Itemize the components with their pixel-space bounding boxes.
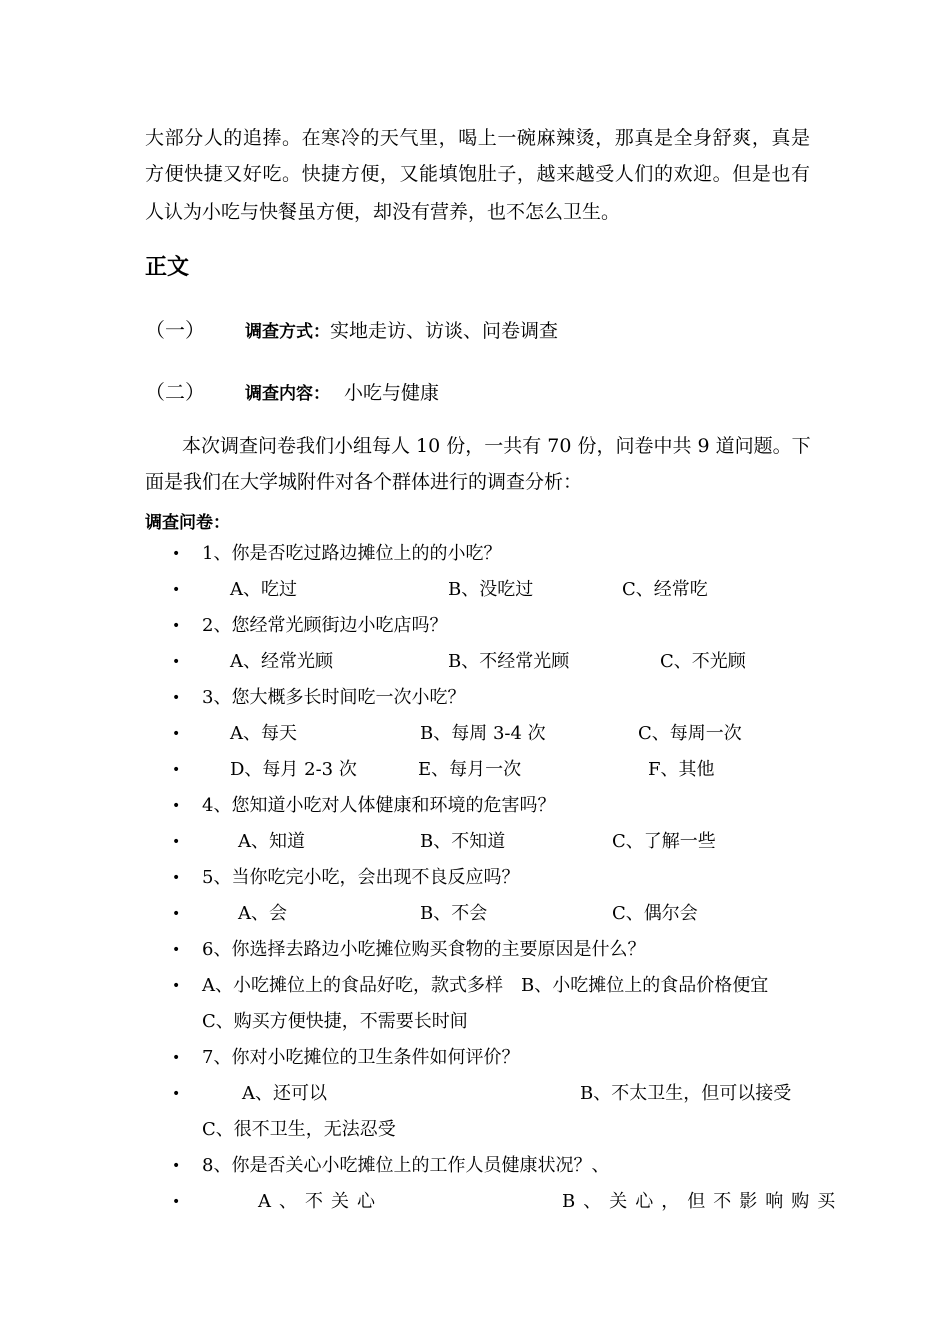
question-text: 5、当你吃完小吃，会出现不良反应吗？ — [202, 867, 520, 888]
intro-line-3: 人认为小吃与快餐虽方便，却没有营养，也不怎么卫生。 — [145, 201, 621, 223]
option-b: B、每周 3-4 次 — [420, 723, 546, 744]
question-text: 4、您知道小吃对人体健康和环境的危害吗？ — [202, 795, 556, 816]
option-a: A、会 — [238, 903, 287, 924]
body-line-2: 面是我们在大学城附件对各个群体进行的调查分析： — [145, 471, 583, 493]
option-c: C、很不卫生，无法忍受 — [202, 1119, 396, 1140]
option-ab: A、小吃摊位上的食品好吃，款式多样 B、小吃摊位上的食品价格便宜 — [202, 975, 769, 996]
bullet-icon: • — [172, 834, 181, 850]
bullet-icon: • — [172, 726, 181, 742]
option-c: C、经常吃 — [622, 579, 708, 600]
body-line-1: 本次调查问卷我们小组每人 10 份，一共有 70 份，问卷中共 9 道问题。下 — [182, 435, 811, 457]
option-b: B、不经常光顾 — [448, 651, 570, 672]
bullet-icon: • — [172, 942, 181, 958]
option-b: B、不会 — [420, 903, 488, 924]
question-text: 8、你是否关心小吃摊位上的工作人员健康状况？、 — [202, 1155, 610, 1176]
subsection-label: 调查方式： — [245, 322, 330, 342]
option-b: B、关心，但不影响购买 — [562, 1191, 844, 1212]
subsection-content — [145, 376, 439, 405]
bullet-icon: • — [172, 618, 181, 634]
option-a: A、每天 — [230, 723, 297, 744]
option-d: D、每月 2-3 次 — [230, 759, 357, 780]
question-text: 1、你是否吃过路边摊位上的的小吃？ — [202, 543, 502, 564]
bullet-icon: • — [172, 1194, 181, 1210]
option-b: B、不知道 — [420, 831, 506, 852]
subsection-method — [145, 314, 558, 343]
bullet-icon: • — [172, 798, 181, 814]
bullet-icon: • — [172, 906, 181, 922]
bullet-icon: • — [172, 1050, 181, 1066]
bullet-icon: • — [172, 870, 181, 886]
option-a: A、吃过 — [230, 579, 297, 600]
subsection-text: 小吃与健康 — [344, 382, 440, 404]
intro-line-1: 大部分人的追捧。在寒冷的天气里，喝上一碗麻辣烫，那真是全身舒爽，真是 — [145, 127, 810, 149]
option-c: C、偶尔会 — [612, 903, 698, 924]
option-a: A、知道 — [238, 831, 305, 852]
question-text: 2、您经常光顾街边小吃店吗？ — [202, 615, 448, 636]
option-c: C、不光顾 — [660, 651, 746, 672]
option-b: B、没吃过 — [448, 579, 534, 600]
question-text: 7、你对小吃摊位的卫生条件如何评价？ — [202, 1047, 520, 1068]
bullet-icon: • — [172, 546, 181, 562]
bullet-icon: • — [172, 1086, 181, 1102]
option-a: A、经常光顾 — [230, 651, 333, 672]
question-text: 6、你选择去路边小吃摊位购买食物的主要原因是什么？ — [202, 939, 646, 960]
bullet-icon: • — [172, 978, 181, 994]
section-title: 正文 — [145, 255, 190, 280]
bullet-icon: • — [172, 690, 181, 706]
bullet-icon: • — [172, 654, 181, 670]
survey-label: 调查问卷： — [145, 513, 230, 533]
question-text: 3、您大概多长时间吃一次小吃？ — [202, 687, 466, 708]
option-a: A、还可以 — [242, 1083, 327, 1104]
option-c: C、每周一次 — [638, 723, 742, 744]
option-f: F、其他 — [648, 759, 715, 780]
subsection-number: （二） — [145, 380, 205, 404]
subsection-label: 调查内容： — [245, 384, 330, 404]
subsection-number: （一） — [145, 318, 205, 342]
option-e: E、每月一次 — [418, 759, 522, 780]
intro-line-2: 方便快捷又好吃。快捷方便，又能填饱肚子，越来越受人们的欢迎。但是也有 — [145, 163, 810, 185]
option-c: C、了解一些 — [612, 831, 716, 852]
option-b: B、不太卫生，但可以接受 — [580, 1083, 792, 1104]
option-a: A、不关心 — [258, 1191, 383, 1212]
option-c: C、购买方便快捷，不需要长时间 — [202, 1011, 468, 1032]
bullet-icon: • — [172, 582, 181, 598]
bullet-icon: • — [172, 762, 181, 778]
subsection-text: 实地走访、访谈、问卷调查 — [330, 320, 559, 342]
bullet-icon: • — [172, 1158, 181, 1174]
